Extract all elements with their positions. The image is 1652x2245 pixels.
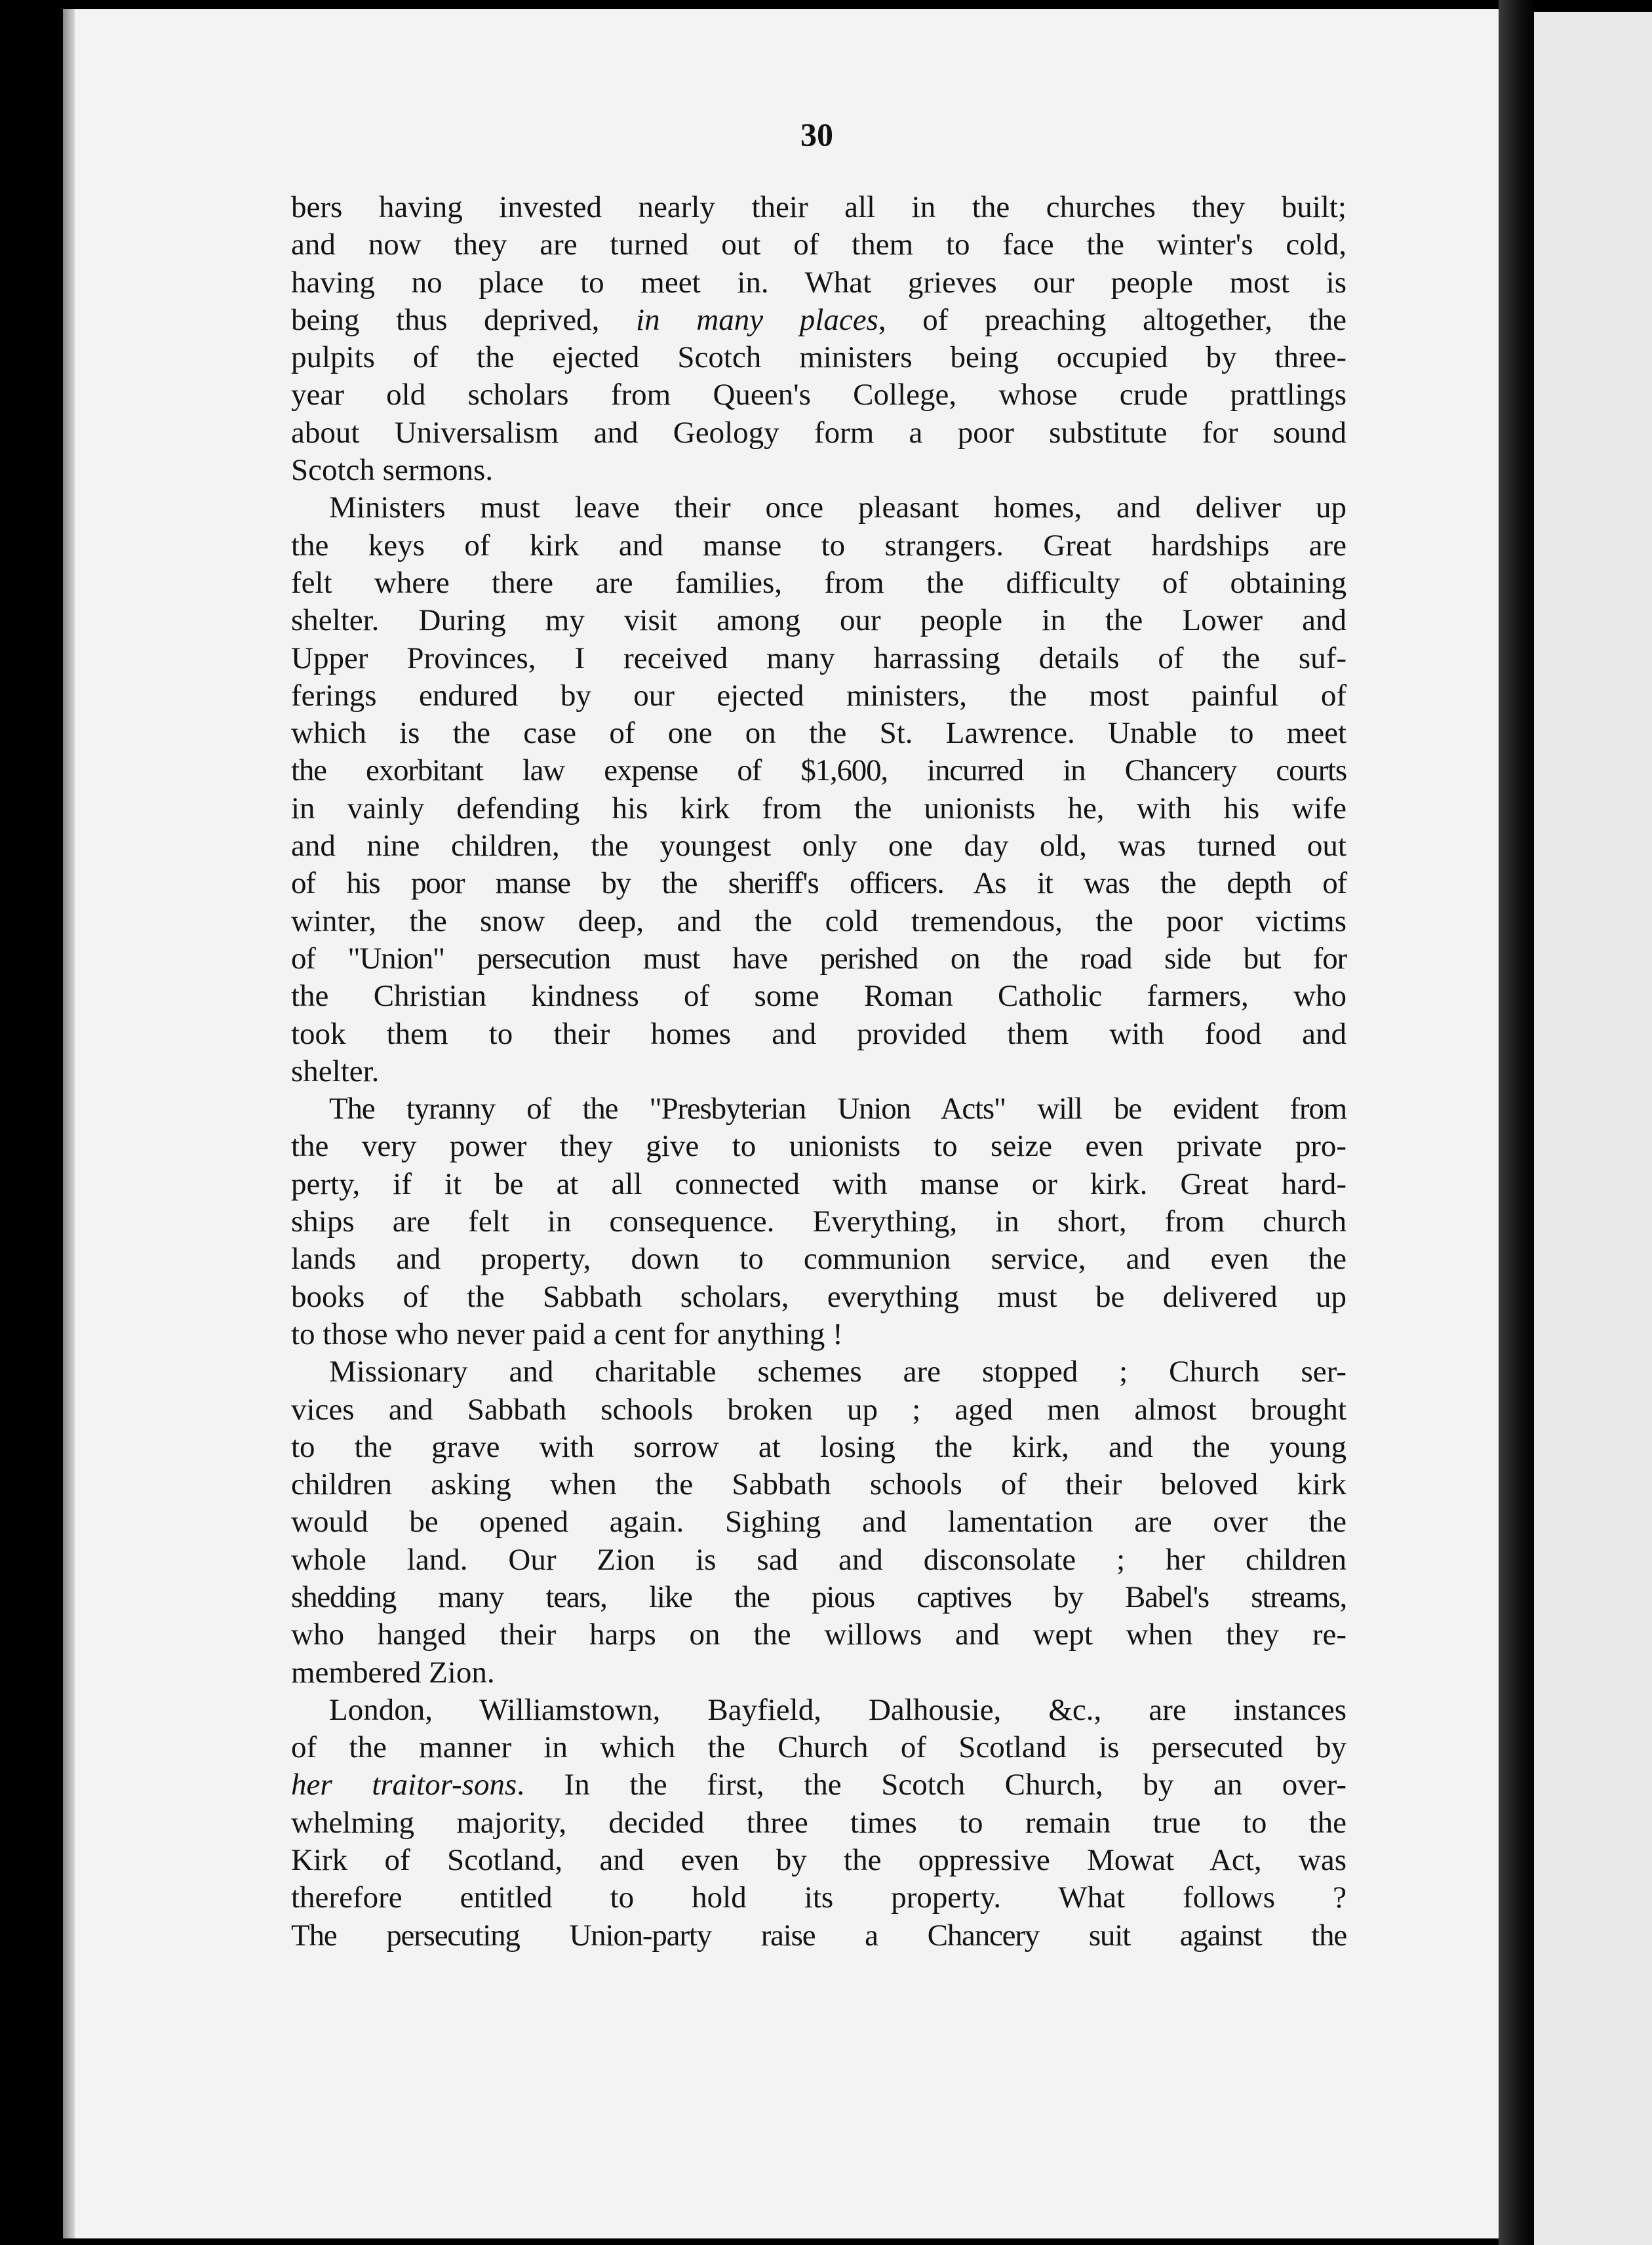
text-line: Scotch sermons.: [291, 453, 494, 488]
text-line: took them to their homes and provided them with food and: [291, 1016, 1347, 1051]
text-line: in vainly defending his kirk from the unionists he, with his wife: [291, 791, 1347, 825]
text-line: books of the Sabbath scholars, everything must be delivered up: [291, 1279, 1347, 1314]
text-line: The persecuting Union-party raise a Chancery suit against the: [291, 1918, 1347, 1953]
text-line: who hanged their harps on the willows and wept when they re-: [291, 1618, 1347, 1652]
paragraph: [291, 489, 1347, 1090]
text-line: Upper Provinces, I received many harrassing details of the suf-: [291, 641, 1347, 675]
text-line: Missionary and charitable schemes are stopped ; Church ser-: [329, 1355, 1347, 1389]
text-line: The tyranny of the "Presbyterian Union Acts" will be evident from: [329, 1092, 1347, 1126]
italic-phrase: in many places: [636, 302, 878, 337]
text-line: shelter. During my visit among our people in the Lower and: [291, 603, 1347, 638]
body-text: [291, 189, 1347, 1955]
text-line: to the grave with sorrow at losing the kirk, and the young: [291, 1429, 1347, 1464]
text-line: the Christian kindness of some Roman Catholic farmers, who: [291, 979, 1347, 1014]
paragraph: [291, 1692, 1347, 1955]
text-line: pulpits of the ejected Scotch ministers being occupied by three-: [291, 340, 1347, 375]
text-line: bers having invested nearly their all in the churches they built;: [291, 190, 1347, 224]
text-line: Kirk of Scotland, and even by the oppressive Mowat Act, was: [291, 1843, 1347, 1878]
text-line: winter, the snow deep, and the cold tremendous, the poor victims: [291, 904, 1347, 938]
paragraph: [291, 1090, 1347, 1353]
text-line: perty, if it be at all connected with manse or kirk. Great hard-: [291, 1166, 1347, 1201]
text-line: the exorbitant law expense of $1,600, incurred in Chancery courts: [291, 753, 1347, 788]
book-gutter: [1499, 0, 1534, 2245]
italic-phrase: her traitor-sons: [291, 1768, 517, 1802]
text-line: of the manner in which the Church of Scotland is persecuted by: [291, 1730, 1347, 1765]
text-line: children asking when the Sabbath schools of their beloved kirk: [291, 1467, 1347, 1502]
text-line: felt where there are families, from the difficulty of obtaining: [291, 565, 1347, 600]
text-line: and now they are turned out of them to face the winter's cold,: [291, 228, 1347, 262]
text-line: therefore entitled to hold its property. What follows ?: [291, 1880, 1347, 1915]
text-line: lands and property, down to communion service, and even the: [291, 1242, 1347, 1277]
text-line: about Universalism and Geology form a poor substitute for sound: [291, 415, 1347, 450]
text-line: and nine children, the youngest only one day old, was turned out: [291, 829, 1347, 864]
paragraph: [291, 1353, 1347, 1692]
text-line: whelming majority, decided three times to remain true to the: [291, 1805, 1347, 1840]
text-line: having no place to meet in. What grieves our people most is: [291, 265, 1347, 300]
text-line: to those who never paid a cent for anything !: [291, 1317, 843, 1351]
text-line: ferings endured by our ejected ministers, the most painful of: [291, 678, 1347, 713]
text-line: of "Union" persecution must have perished on the road side but for: [291, 941, 1347, 976]
text-line: being thus deprived, in many places, of preaching altogether, the: [291, 302, 1347, 337]
text-line: of his poor manse by the sheriff's officers. As it was the depth of: [291, 866, 1347, 901]
text-line: the keys of kirk and manse to strangers. Great hardships are: [291, 528, 1347, 563]
text-line: would be opened again. Sighing and lamentation are over the: [291, 1505, 1347, 1540]
text-line: whole land. Our Zion is sad and disconsolate ; her children: [291, 1542, 1347, 1577]
page-number: 30: [800, 116, 833, 153]
text-line: ships are felt in consequence. Everything, in short, from church: [291, 1204, 1347, 1239]
text-line: the very power they give to unionists to seize even private pro-: [291, 1129, 1347, 1164]
text-line: Ministers must leave their once pleasant homes, and deliver up: [329, 490, 1347, 525]
page-binding-shadow: [63, 9, 75, 2238]
facing-page-edge: [1534, 12, 1652, 2245]
text-line: vices and Sabbath schools broken up ; aged men almost brought: [291, 1392, 1347, 1427]
text-line: London, Williamstown, Bayfield, Dalhousie, &c., are instances: [329, 1692, 1347, 1727]
text-line: year old scholars from Queen's College, whose crude prattlings: [291, 378, 1347, 412]
text-line: membered Zion.: [291, 1655, 495, 1690]
text-line: her traitor-sons. In the first, the Scotch Church, by an over-: [291, 1768, 1347, 1802]
text-line: which is the case of one on the St. Lawrence. Unable to meet: [291, 716, 1347, 751]
text-line: shedding many tears, like the pious captives by Babel's streams,: [291, 1579, 1347, 1614]
paragraph: [291, 189, 1347, 489]
text-line: shelter.: [291, 1054, 380, 1088]
